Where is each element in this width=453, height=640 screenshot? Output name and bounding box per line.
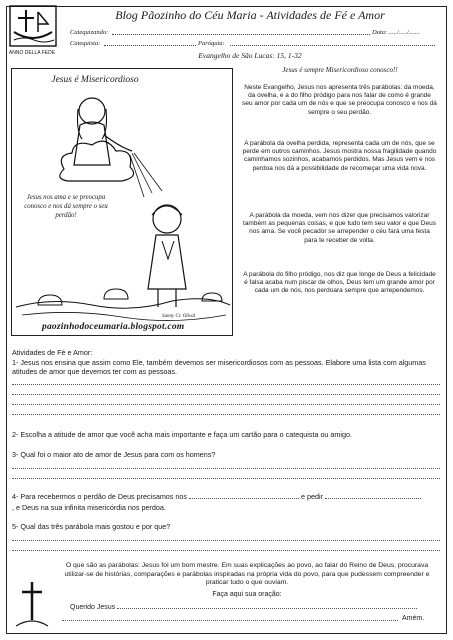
question-2: 2- Escolha a atitude de amor que você acha mais importante e faça um cartão para o catequista ou amigo. [12,430,353,439]
cross-icon [14,578,50,628]
question-1: 1- Jesus nos ensina que assim como Ele, também devemos ser misericordiosos com as pessoas. Elabore uma lista com algumas atitudes de amor que devemos ter com as pessoas. [12,358,426,376]
answer-line[interactable] [12,468,440,469]
question-4 [12,492,440,501]
q4-blank-1[interactable] [189,493,299,499]
logo-text: ANNO DELLA FEDE [8,50,56,56]
prayer-blank[interactable] [117,603,417,609]
prayer-answer-line[interactable] [62,620,398,621]
paroquia-label: Paróquia: [198,40,225,47]
answer-line[interactable] [12,414,440,415]
answer-line[interactable] [12,550,440,551]
catequizando-label: Catequizando: [70,29,109,36]
amen-text: Amém. [402,615,425,622]
catequizando-field[interactable] [112,29,370,35]
prayer-start: Querido Jesus [70,604,116,611]
question-4-part-b: e pedir [301,492,323,501]
parables-explanation: O que são as parábolas: Jesus foi um bom mestre. Em suas explicações ao povo, ao falar do Reino de Deus, procurava utilizar-se de histórias, comparações e parábolas inspiradas na própria vida do povo, para que pudessem compreender e praticar tudo o que ouviam. [64,562,430,587]
answer-line[interactable] [12,540,440,541]
question-4-end: , e Deus na sua infinita misericórdia nos perdoa. [12,503,166,512]
paragraph-prodigal-son: A parábola do filho pródigo, nos diz que longe de Deus a felicidade é falsa acaba num piscar de olhos, Deus tem um grande amor por cada um de nós, nos perdoara sempre que arrependemos. [243,271,436,295]
answer-line[interactable] [12,384,440,385]
answer-line[interactable] [12,394,440,395]
question-5: 5- Qual das três parábola mais gostou e por que? [12,522,171,531]
paroquia-field[interactable] [230,40,435,46]
answer-line[interactable] [12,404,440,405]
speech-text: Jesus nos ama e se preocupa conosco e nos dá sempre o seu perdão! [24,194,108,219]
date-field[interactable]: Data: ...../...../....... [372,29,421,36]
blog-url: paozinhodoceumaria.blogspot.com [42,322,185,332]
answer-line[interactable] [12,478,440,479]
paragraph-sheep: A parábola da ovelha perdida, representa cada um de nós, que se perde em outros caminhos. Jesus mostra nossa fragilidade quando caminhamos sozinhos, acabamos perdidos. Mas Jesus vem e nos perdoa nos dá a possibilidade de recomeçar uma vida nova. [242,140,437,172]
prayer-heading: Faça aqui sua oração: [212,591,282,598]
illustration-box [11,68,233,336]
page-title: Blog Pãozinho do Céu Maria - Atividades de Fé e Amor [115,8,385,22]
gospel-reference: Evangelho de São Lucas: 15, 1-32 [198,51,302,60]
q4-blank-2[interactable] [325,493,421,499]
question-4-part-a: 4- Para recebermos o perdão de Deus precisamos nos [12,492,187,501]
artist-credit: Sunny Cr. Olival [162,314,196,319]
question-3: 3- Qual foi o maior ato de amor de Jesus para com os homens? [12,450,216,459]
right-subtitle: Jesus é sempre Misericordioso conosco!! [282,66,398,74]
illustration-title: Jesus é Misericordioso [51,75,139,85]
paragraph-coin: A parábola da moeda, vem nos dizer que precisamos valorizar também as pequenas coisas, e que tudo tem seu valor e que Deus nos ama. Se você pecador se arrepender o céu fará uma festa para te receber de volta. [243,212,436,244]
activities-heading: Atividades de Fé e Amor: [12,348,93,357]
catequista-field[interactable] [104,40,196,46]
prayer-line [70,603,440,611]
catequista-label: Catequista: [70,40,101,47]
paragraph-intro: Neste Evangelho, Jesus nos apresenta três parábolas: da moeda, da ovelha, e a do filho pródigo para nos falar de como é grande seu amor por cada um de nós e que se preocupa conosco e nos dá sempre o seu perdão. [242,84,437,116]
